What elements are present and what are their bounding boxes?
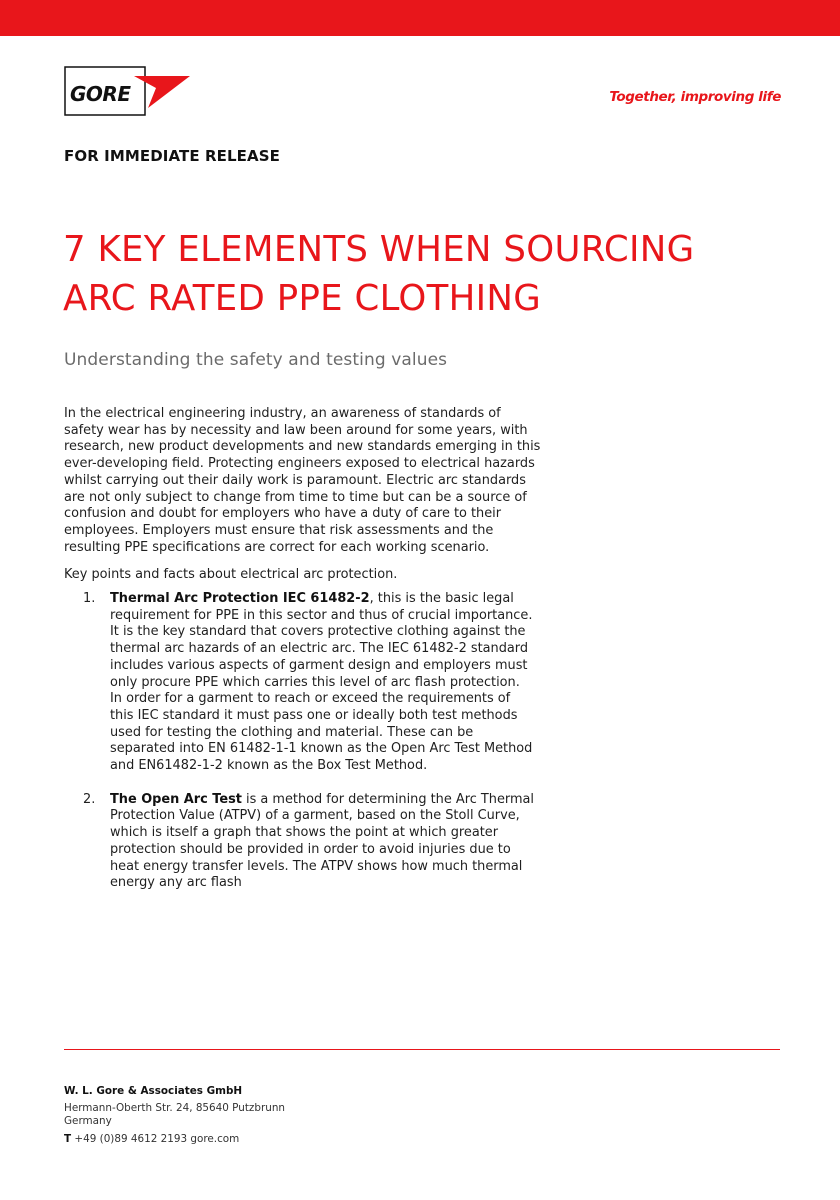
footer-address-line-2: Germany xyxy=(64,1115,112,1128)
list-item-heading: The Open Arc Test xyxy=(110,791,242,807)
article-body xyxy=(64,406,544,892)
top-brand-bar xyxy=(0,0,840,36)
logo-text: GORE xyxy=(70,82,131,106)
title-line-1: 7 KEY ELEMENTS WHEN SOURCING xyxy=(63,229,695,270)
footer xyxy=(64,1085,285,1146)
list-item-text: , this is the basic legal requirement for PPE in this sector and thus of crucial importance. It is the key standard that covers protective clothing against the thermal arc hazards of an electric arc. The IEC 61482-2 standard includes various aspects of garment design and employers must only procure PPE which carries this level of arc flash protection. In order for a garment to reach or exceed the requirements of this IEC standard it must pass one or ideally both test methods used for testing the clothing and material. These can be separated into EN 61482-1-1 known as the Open Arc Test Method and EN61482-1-2 known as the Box Test Method. xyxy=(110,591,533,774)
key-points-list xyxy=(64,591,544,892)
title-line-2: ARC RATED PPE CLOTHING xyxy=(63,278,542,319)
release-label: FOR IMMEDIATE RELEASE xyxy=(64,147,280,165)
list-item-number: 1. xyxy=(83,591,96,607)
list-item-text: is a method for determining the Arc Thermal Protection Value (ATPV) of a garment, based on the Stoll Curve, which is itself a graph that shows the point at which greater protection should be provided in order to avoid injuries due to heat energy transfer levels. The ATPV shows how much thermal energy any arc flash xyxy=(110,791,534,891)
tagline: Together, improving life xyxy=(609,89,781,105)
intro-paragraph: In the electrical engineering industry, an awareness of standards of safety wear has by necessity and law been around for some years, with research, new product developments and new standards emerging in this ever-developing field. Protecting engineers exposed to electrical hazards whilst carrying out their daily work is paramount. Electric arc standards are not only subject to change from time to time but can be a source of confusion and doubt for employers who have a duty of care to their employees. Employers must ensure that risk assessments and the resulting PPE specifications are correct for each working scenario. xyxy=(64,406,541,555)
phone-number: +49 (0)89 4612 2193 xyxy=(74,1132,188,1145)
footer-divider xyxy=(64,1049,780,1050)
website-link[interactable]: gore.com xyxy=(190,1132,240,1145)
list-item xyxy=(64,591,535,775)
gore-logo xyxy=(64,66,192,116)
footer-address-line-1: Hermann-Oberth Str. 24, 85640 Putzbrunn xyxy=(64,1102,285,1115)
phone-label: T xyxy=(64,1132,72,1145)
list-item-number: 2. xyxy=(83,791,96,807)
footer-company: W. L. Gore & Associates GmbH xyxy=(64,1085,243,1097)
subtitle: Understanding the safety and testing values xyxy=(64,350,448,370)
page-title xyxy=(63,225,803,323)
list-item-heading: Thermal Arc Protection IEC 61482-2 xyxy=(110,591,370,607)
key-points-heading: Key points and facts about electrical arc protection. xyxy=(64,567,398,583)
list-item xyxy=(64,792,535,892)
footer-contact xyxy=(64,1133,285,1146)
